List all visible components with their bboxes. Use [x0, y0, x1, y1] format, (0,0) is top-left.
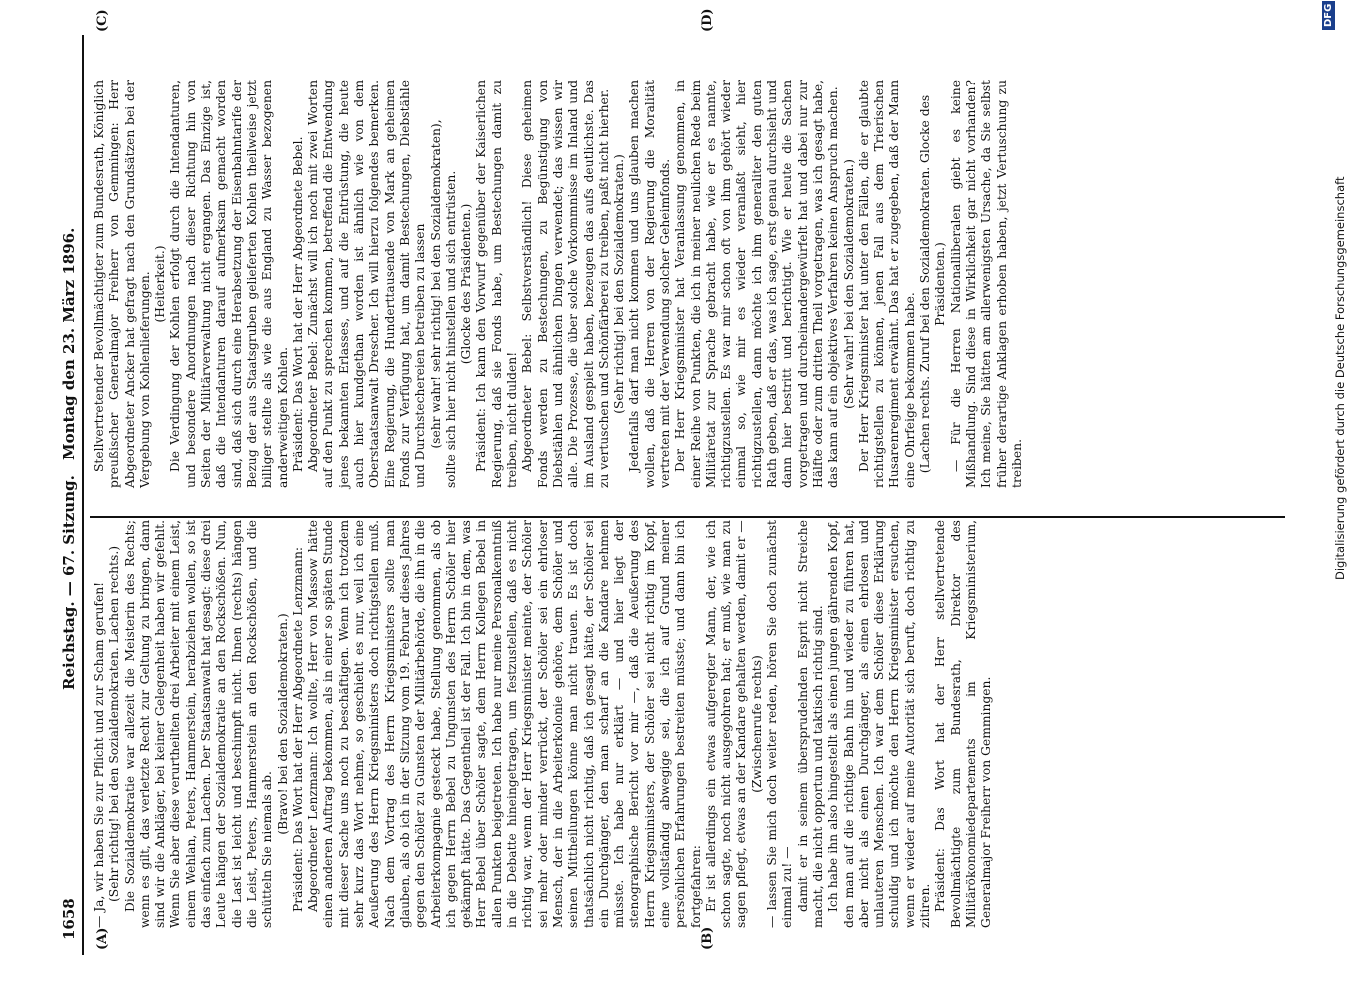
margin-marker-d: (D) — [700, 8, 715, 32]
paragraph: Abgeordneter Bebel: Selbstverständlich! Diese geheimen Fonds werden zu Bestechungen, zu Begünstigung von Diebstählen und ähnlichen Dingen verwendet; das wissen wir alle. Die Prozesse, die über solche Vorkommnisse im Inland und im Ausland gespielt haben, bezeugen das aufs deutlichste. Das zu vertuschen und Schönfärberei zu treiben, paßt nicht hierher. — [520, 80, 611, 488]
interjection: (Sehr richtig! bei den Sozialdemokraten. Lachen rechts.) — [107, 545, 122, 903]
interjection: (Zwischenrufe rechts) — [749, 655, 764, 793]
header-rule — [82, 35, 84, 955]
margin-marker-c: (C) — [95, 9, 110, 32]
paragraph: Abgeordneter Bebel: Zunächst will ich noch mit zwei Worten auf den Punkt zu sprechen kommen, betreffend die Entwendung jenes bekannten Erlasses, und auf die Entrüstung, die heute auch hier kundgethan worden ist ähnlich wie von dem Oberstaatsanwalt Drescher. Ich will hierzu folgendes bemerken. Eine Regierung, die Hunderttausende von Mark an geheimen Fonds zur Verfügung hat, um damit Bestechungen, Diebstähle und Durchstechereien betreiben zu lassen — [306, 80, 428, 488]
paragraph: — Für die Herren Nationalliberalen giebt es keine Mißhandlung. Sind diese in Wirklichkeit gar nicht vorhanden? Ich meine, Sie hätten am allerwenigsten Ursache, da Sie selbst früher derartige Anklagen erhoben haben, jetzt Vertuschung zu treiben. — [948, 80, 1024, 488]
interjection: (Heiterkeit.) — [153, 245, 168, 323]
paragraph: Die Verdingung der Kohlen erfolgt durch die Intendanturen, und besondere Anordnungen nach dieser Richtung hin von Seiten der Militärverwaltung nicht ergangen. Das Einzige ist, daß die Intendanturen darauf aufmerksam gemacht worden sind, daß sich durch eine Herabsetzung der Eisenbahntarife der Bezug der aus Staatsgruben gelieferten Kohlen theilweise jetzt billiger stellte als wie die aus England zu Wasser bezogenen anderweitigen Kohlen. — [168, 80, 290, 488]
margin-marker-b: (B) — [700, 926, 715, 950]
paragraph: Jedenfalls darf man nicht kommen und uns glauben machen wollen, daß die Herren von der Regierung die Moralität vertreten mit der Verwendung solcher Geheimfonds. — [627, 80, 672, 488]
paragraph: Ich habe ihn also hingestellt als einen jungen gährenden Kopf, den man auf die richtige Bahn hin und wieder zu führen hat, aber nicht als einen Durchgänger, als einen ehrlosen und unlauteren Menschen. Ich war dem Schöler diese Erklärung schuldig und ich möchte den Herrn Kriegsminister ersuchen, wenn er wieder auf meine Autorität sich beruft, doch richtig zu zitiren. — [826, 520, 933, 928]
paragraph: Die Sozialdemokratie war allezeit die Meisterin des Rechts; wenn es gilt, das verletzte Recht zur Geltung zu bringen, dann sind wir die Ankläger, bei keiner Gelegenheit haben wir gefehlt. Wenn Sie aber diese verurtheilten drei Arbeiter mit einem Leist, einem Wehlan, Peters, Hammerstein, herabziehen wollen, so ist das einfach zum Lachen. Der Staatsanwalt hat gesagt: diese drei Leute hängen der Sozialdemokratie an den Rockschößen. Nun, die Last ist leicht und beschimpft nicht. Ihnen (rechts) hängen die Leist, Peters, Hammerstein an den Rockschößen, und die schütteln Sie niemals ab. — [122, 520, 275, 928]
paragraph: Präsident: Das Wort hat der Herr stellvertretende Bevollmächtigte zum Bundesrath, Direktor des Militärökonomiedepartements im Kriegsministerium, Generalmajor Freiherr von Gemmingen. — [933, 520, 994, 928]
paragraph: Der Herr Kriegsminister hat Veranlassung genommen, in einer Reihe von Punkten, die ich in meiner neulichen Rede beim Militäretat zur Sprache gebracht habe, wie er es nannte, richtigzustellen. Es war mir schon oft von ihm gehört wieder einmal so, wie mir es wieder veranlaßt sieht, hier richtigzustellen, dann möchte ich ihm generaliter den guten Rath geben, daß er das, was ich sage, erst genau durchsieht und dann hier bestritt und berichtigt. Wie er heute die Sachen vorgetragen und durcheinandergewürfelt hat und dabei nur zur Hälfte oder zum dritten Theil vorgetragen, was ich gesagt habe, das kann auf ein objektives Verfahren keinen Anspruch machen. — [673, 80, 841, 488]
paragraph: Präsident: Ich kann den Vorwurf gegenüber der Kaiserlichen Regierung, daß sie Fonds habe, um Bestechungen damit zu treiben, nicht dulden! — [474, 80, 520, 488]
paragraph: Abgeordneter Lenzmann: Ich wollte, Herr von Massow hätte einen anderen Auftrag bekommen, als in einer so späten Stunde mit dieser Sache uns noch zu beschäftigen. Wenn ich trotzdem sehr kurz das Wort nehme, so geschieht es nur, weil ich eine Aeußerung des Herrn Kriegsministers doch richtigstellen muß. Nach dem Vortrag des Herrn Kriegsministers sollte man glauben, als ob ich in der Sitzung vom 19. Februar dieses Jahres gegen den Schöler zu Gunsten der Militärbehörde, die ihn in die Arbeiterkompagnie gesteckt habe, Stellung genommen, als ob ich gegen Herrn Bebel zu Ungunsten des Herrn Schöler hier gekämpft hätte. Das Gegentheil ist der Fall. Ich bin in dem, was Herr Bebel über Schöler sagte, dem Herrn Kollegen Bebel in allen Punkten beigetreten. Ich habe nur meine Personalkenntniß in die Debatte hineingetragen, um festzustellen, daß es nicht richtig war, wenn der Herr Kriegsminister meinte, der Schöler sei mehr oder minder verrückt, der Schöler sei ein ehrloser Mensch, der in die Arbeiterkolonie gehöre, dem Schöler und seinen Mittheilungen könne man nicht trauen. Es ist doch thatsächlich nicht richtig, daß ich gesagt hätte, der Schöler sei ein Durchgänger, den man scharf an die Kandare nehmen müsste. Ich habe nur erklärt — und hier liegt der stenographische Bericht vor mir —, daß die Aeußerung des Herrn Kriegsministers, der Schöler sei nicht richtig im Kopf, eine vollständig abwegige sei, die ich auf Grund meiner persönlichen Erfahrungen bestreiten müsste; und dann bin ich fortgefahren: — [306, 520, 703, 928]
quotation: Er ist allerdings ein etwas aufgeregter Mann, der, wie ich schon sagte, noch nicht ausgegohren hat; er muß, wie man zu sagen pflegt, etwas an der Kandare gehalten werden, damit er — — [703, 520, 749, 928]
paragraph: Präsident: Das Wort hat der Herr Abgeordnete Bebel. — [290, 136, 305, 472]
paragraph: Präsident: Das Wort hat der Herr Abgeordnete Lenzmann: — [290, 546, 305, 912]
left-text-column — [92, 520, 995, 928]
page-number: 1658 — [60, 898, 78, 940]
interjection: (Sehr wahr! bei den Sozialdemokraten.) — [841, 159, 856, 409]
interjection: (Bravo! bei den Sozialdemokraten.) — [275, 613, 290, 835]
interjection: (sehr wahr! sehr richtig! bei den Sozialdemokraten), — [428, 119, 443, 449]
interjection: (Sehr richtig! bei den Sozialdemokraten.) — [612, 154, 627, 414]
session-title: Reichstag. — 67. Sitzung. — [60, 475, 78, 690]
quotation: damit er in seinem übersprudelnden Esprit nicht Streiche macht, die nicht opportun und taktisch richtig sind. — [795, 520, 825, 928]
paragraph: Stellvertretender Bevollmächtigter zum Bundesrath, Königlich preußischer Generalmajor Freiherr von Gemmingen: Herr Abgeordneter Ancker hat gefragt nach den Grundsätzen bei der Vergebung von Kohlenlieferungen. — [92, 80, 152, 488]
interjection: (Lachen rechts. Zuruf bei den Sozialdemokraten. Glocke des Präsidenten.) — [918, 94, 948, 474]
paragraph: Der Herr Kriegsminister hat unter den Fällen, die er glaubte richtigstellen zu können, jenen Fall aus dem Trierischen Husarenregiment erwähnt. Das hat er zugegeben, daß der Mann eine Ohrfeige bekommen habe. — [856, 80, 917, 488]
dfg-logo: DFG — [1322, 1, 1335, 30]
paragraph: — lassen Sie mich doch weiter reden, hören Sie doch zunächst einmal zu! — — [765, 520, 795, 928]
session-date: Montag den 23. März 1896. — [60, 227, 78, 460]
interjection: (Glocke des Präsidenten.) — [459, 203, 474, 365]
paragraph: — Ja, wir haben Sie zur Pflicht und zur Scham gerufen! — [92, 581, 106, 928]
digitization-credit: Digitalisierung gefördert durch die Deutsche Forschungsgemeinschaft — [1333, 176, 1347, 580]
paragraph: sollte sich hier nicht hinstellen und sich entrüsten. — [443, 170, 458, 488]
column-divider — [90, 516, 1285, 518]
margin-marker-a: (A) — [95, 927, 110, 950]
right-text-column — [92, 80, 1025, 488]
